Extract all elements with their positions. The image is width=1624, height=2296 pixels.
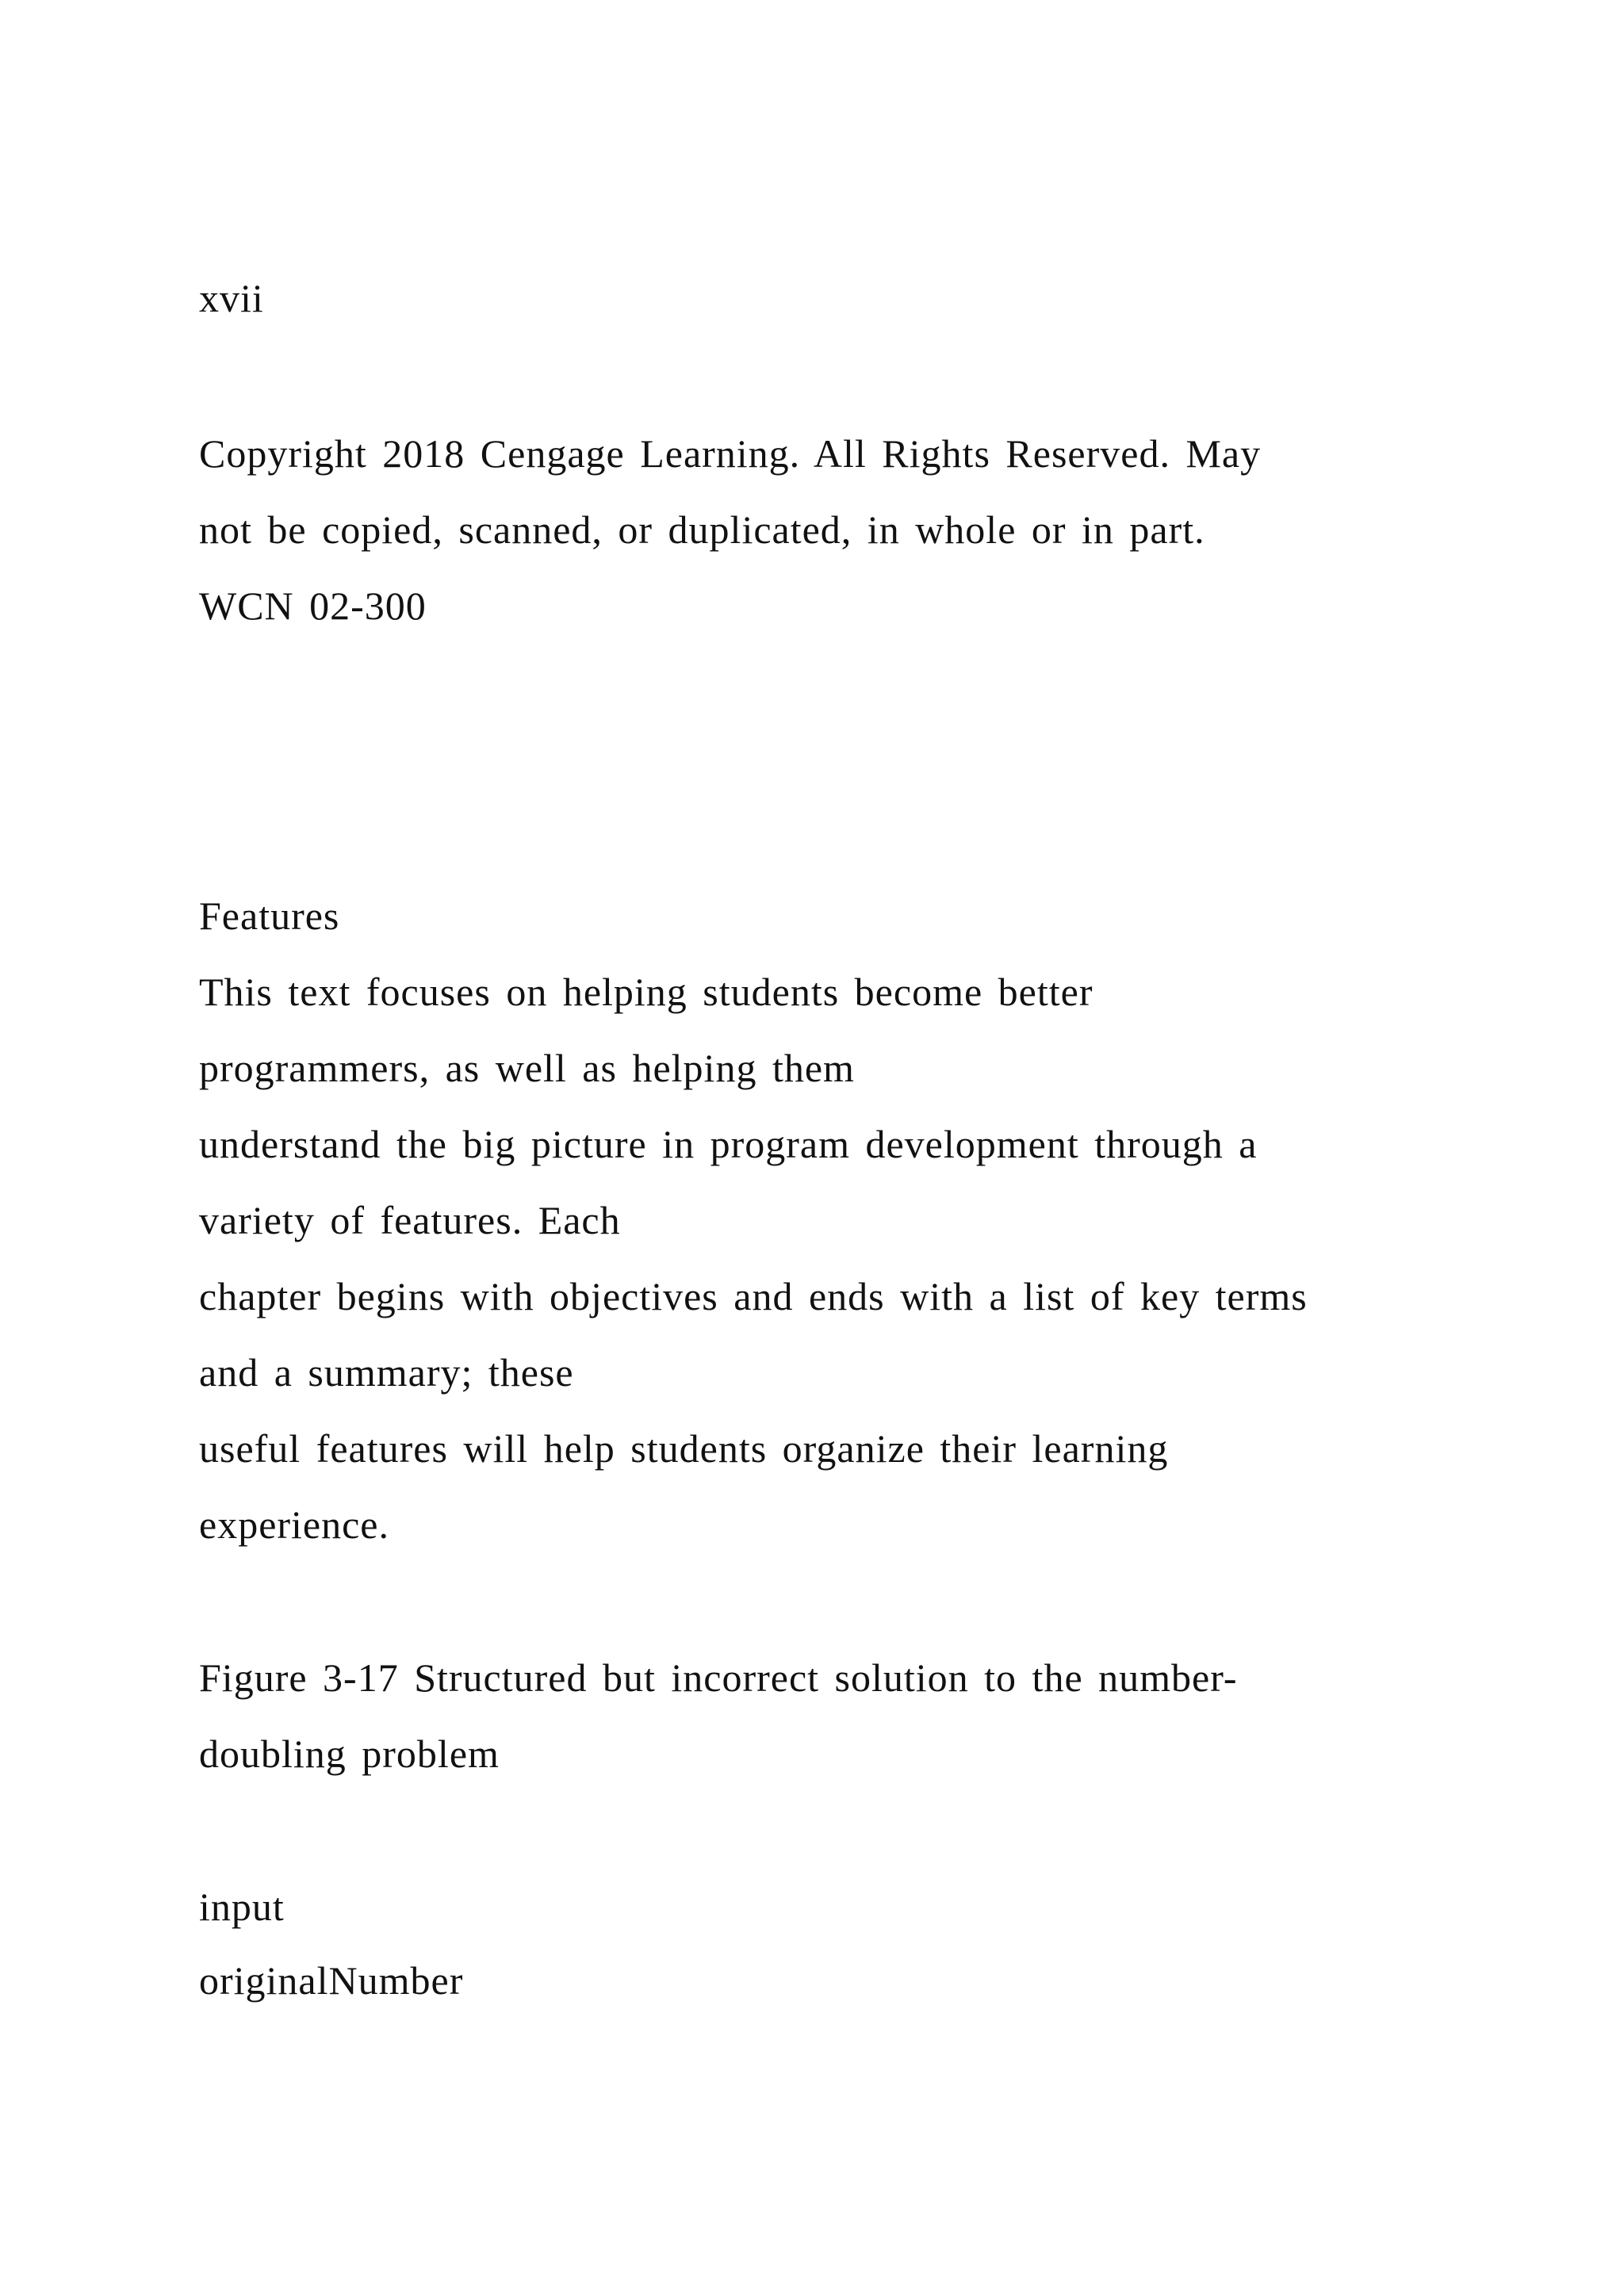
copyright-line: Copyright 2018 Cengage Learning. All Rights Reserved. May: [199, 431, 1262, 476]
body-text-line: experience.: [199, 1502, 390, 1547]
body-text-line: chapter begins with objectives and ends with a list of key terms: [199, 1274, 1308, 1318]
page-number: xvii: [199, 276, 264, 320]
body-text-line: understand the big picture in program development through a: [199, 1122, 1258, 1166]
figure-caption-line: doubling problem: [199, 1732, 500, 1776]
body-text-line: This text focuses on helping students become better: [199, 970, 1094, 1014]
pseudocode-line: originalNumber: [199, 1958, 464, 2003]
copyright-line: WCN 02-300: [199, 584, 427, 628]
copyright-line: not be copied, scanned, or duplicated, in whole or in part.: [199, 507, 1205, 552]
section-heading: Features: [199, 894, 340, 938]
figure-caption-line: Figure 3-17 Structured but incorrect solution to the number-: [199, 1655, 1238, 1700]
body-text-line: and a summary; these: [199, 1350, 574, 1395]
body-text-line: useful features will help students organize their learning: [199, 1426, 1169, 1471]
body-text-line: programmers, as well as helping them: [199, 1046, 855, 1090]
pseudocode-line: input: [199, 1885, 285, 1929]
body-text-line: variety of features. Each: [199, 1198, 621, 1242]
